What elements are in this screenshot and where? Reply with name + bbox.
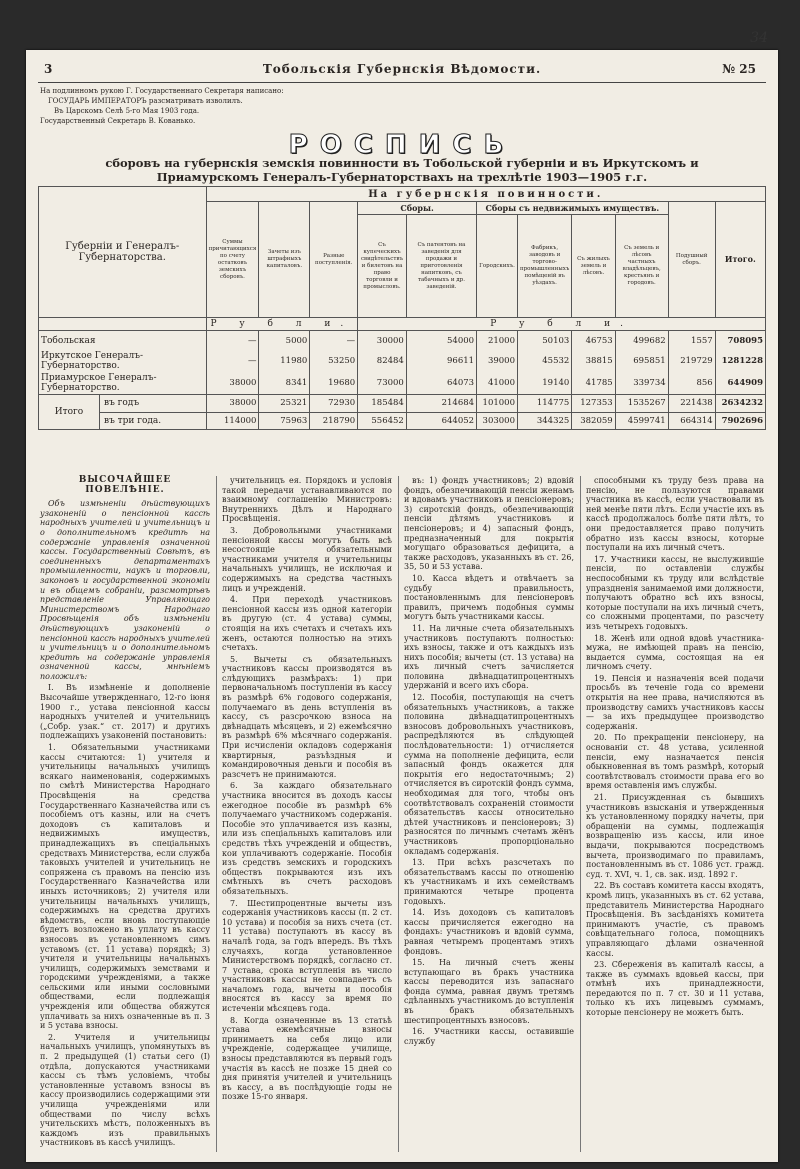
budget-table: [38, 186, 766, 430]
table-cell: 41785: [572, 372, 615, 395]
table-cell: —: [206, 331, 259, 351]
paragraph: 23. Сбереженія въ капиталѣ кассы, а также въ суммахъ вдовьей кассы, при отмѣнѣ ихъ принадлежности, передаются по п. 7 ст. 30 и 11 устава, только къ ихъ лицевымъ суммамъ, которые пенсіонеру не можетъ быть.: [586, 960, 764, 1018]
col-header-factories: Фабрикъ, заводовъ и торгово-промышленныхъ помѣщеній въ уѣздахъ.: [518, 215, 572, 318]
table-cell: 8341: [259, 372, 310, 395]
row-name: Иркутское Генералъ-Губернаторство.: [39, 350, 207, 372]
body-text: [38, 476, 766, 1156]
paragraph: 11. На личные счета обязательныхъ участниковъ поступаютъ полностью: ихъ взносы, также и отъ каждыхъ изъ нихъ пособія; вычеты (ст. 13 устава) на ихъ личный счетъ зачисляется половина двѣнадцатипроцентныхъ удержаній и всего ихъ сбора.: [404, 623, 574, 691]
col-header-poll-tax: Подушный сборъ.: [668, 202, 715, 318]
table-cell: 214684: [407, 395, 476, 413]
paragraph: 13. При всѣхъ разсчетахъ по обязательствамъ кассы по отношенію къ участникамъ и ихъ семействамъ принимаются четыре процента годовыхъ.: [404, 858, 574, 906]
region-column-header: Губерніи и Генералъ-Губернаторства.: [39, 187, 207, 318]
paragraph: 5. Вычеты съ обязательныхъ участниковъ кассы производятся въ слѣдующихъ размѣрахъ: 1) при первоначальномъ поступленіи въ кассу въ размѣрѣ 6% годового содержанія, получаемаго въ день вступленія въ кассу, съ разсрочкою взноса на двѣнадцать мѣсяцевъ, и 2) ежемѣсячно въ размѣрѣ 6% мѣсячнаго содержанія. При исчисленіи окладовъ содержанія квартирныя, разъѣздныя и командировочныя деньги и пособія въ разсчетъ не принимаются.: [222, 654, 392, 779]
table-cell: 708095: [715, 331, 765, 351]
col-header-remainders: Суммы причитающихся по счету остатковъ земскихъ сборовъ.: [206, 202, 259, 318]
table-cell: 114775: [518, 395, 571, 413]
approval-note: [40, 86, 284, 126]
table-cell: 1281228: [715, 350, 765, 372]
paragraph: 1. Обязательными участниками кассы считаются: 1) учителя и учительницы начальныхъ училищъ всякаго наименованія, содержимыхъ по смѣтѣ Министерства Народнаго Просвѣщенія на средства Государственнаго Казначейства или съ пособіемъ отъ казны, или на счетъ доходовъ съ капиталовъ и недвижимыхъ имуществъ, принадлежащихъ въ спеціальныхъ средствахъ Министерства, если служба таковыхъ учителей и учительницъ не сопряжена съ правомъ на пенсію изъ Государственнаго Казначейства или иныхъ источниковъ; 2) учителя или учительницы начальныхъ училищъ, содержимыхъ на средства другихъ вѣдомствъ, если вновь поступающіе будетъ возложено въ уплату въ кассу взносовъ въ установленномъ симъ уставомъ (ст. 11 устава) порядкѣ; 3) учителя и учительницы начальныхъ училищъ, содержимыхъ земствами и городскими учрежденіями, а также сельскими или иными сословными обществами, если подлежащія учрежденія или общества обяжутся уплачивать за нихъ означенные въ п. 3 и 5 устава взносы.: [40, 743, 210, 1031]
total-row: [39, 395, 766, 430]
handwritten-page-number: 34: [750, 30, 768, 46]
paragraph: 19. Пенсія и назначенія всей подачи просьбъ въ теченіе года со времени открытія на нее права, начисляются въ производству самихъ участниковъ кассы — за ихъ предыдущее производство содержанія.: [586, 673, 764, 731]
table-cell: 1535267: [616, 395, 668, 413]
column-divider: [580, 476, 581, 1152]
group-header-collections: Сборы.: [358, 202, 477, 215]
table-cell: 218790: [322, 416, 356, 426]
paragraph: 17. Участники кассы, не выслужившіе пенсіи, по оставленіи службы неспособными къ труду или вслѣдствіе упраздненія занимаемой ими должности, получаютъ обратно всѣ ихъ взносы, которые поступали на ихъ личный счетъ, со сложными процентами, по разсчету изъ четырехъ годовыхъ.: [586, 554, 764, 631]
table-row: [39, 372, 766, 395]
paragraph: способными къ труду безъ права на пенсію, не пользуются правами участника въ кассѣ, если участвовали въ ней менѣе пяти лѣтъ. Если участіе ихъ въ кассѣ продолжалось болѣе пяти лѣтъ, то они предоставляется право получить обратно изъ кассы взносы, которые поступали на ихъ личный счетъ.: [586, 476, 764, 553]
column-divider: [398, 476, 399, 1152]
paragraph: 20. По прекращеніи пенсіонеру, на основаніи ст. 48 устава, усиленной пенсіи, ему назначается пенсія обыкновенная въ томъ размѣрѣ, который соотвѣтствовалъ стоимости права его во время оставленія имъ службы.: [586, 733, 764, 791]
table-cell: 644052: [441, 416, 475, 426]
document-subtitle: сборовъ на губернскія земскія повинности въ Тобольской губерніи и въ Иркутскомъ и Приамурскомъ Генералъ-Губернаторствахъ на трехлѣтіе 1903—1905 г.г.: [105, 156, 699, 184]
approval-line: Государственный Секретарь В. Кованько.: [40, 117, 196, 125]
table-cell: 185484: [358, 395, 406, 413]
text-column-1: [40, 476, 210, 1152]
paragraph: 8. Когда означенные въ 13 статьѣ устава ежемѣсячные взносы принимаетъ на себя лицо или учрежденіе, содержащее училище, взносы представляются въ первый годъ участія въ кассѣ не позже 15 дней со дня принятія учителей и учительницъ въ кассу, а въ послѣдующіе годы не позже 15-го января.: [222, 1015, 392, 1102]
col-header-merchant: Съ купеческихъ свидѣтельствъ и билетовъ на право торговли и промысловъ.: [358, 215, 407, 318]
table-cell: 38000: [206, 372, 259, 395]
table-cell: —: [310, 331, 358, 351]
paragraph: учительницъ ея. Порядокъ и условія такой передачи устанавливаются по взаимному соглашенію Министровъ: Внутреннихъ Дѣлъ и Народнаго Просвѣщенія.: [222, 476, 392, 524]
col-header-fines: Зачеты изъ штрафныхъ капиталовъ.: [259, 202, 310, 318]
row-name: Приамурское Генералъ-Губернаторство.: [39, 372, 207, 395]
total-row-name: въ годъ: [100, 395, 206, 413]
paragraph: 22. Въ составъ комитета кассы входятъ, кромѣ лицъ, указанныхъ въ ст. 62 устава, представитель Министерства Народнаго Просвѣщенія. Въ засѣданіяхъ комитета принимаютъ участіе, съ правомъ совѣщательнаго голоса, помощникъ управляющаго дѣлами означенной кассы.: [586, 881, 764, 958]
col-header-city: Городскихъ.: [477, 215, 518, 318]
paragraph: 14. Изъ доходовъ съ капиталовъ кассы причисляется ежегодно на фондахъ: участниковъ и вдовій сумма, равная четыремъ процентамъ этихъ фондовъ.: [404, 908, 574, 956]
table-cell: 556452: [371, 416, 404, 426]
table-cell: 96611: [406, 350, 476, 372]
approval-line: Въ Царскомъ Селѣ 5-го Мая 1903 года.: [54, 107, 200, 115]
table-cell: 695851: [615, 350, 668, 372]
table-cell: 45532: [518, 350, 572, 372]
table-cell: 39000: [477, 350, 518, 372]
paragraph: 10. Касса вѣдетъ и отвѣчаетъ за судьбу правильность, постановленнымъ для пенсіонеровъ правилъ, причемъ подобныя суммы могутъ быть участниками кассы.: [404, 573, 574, 622]
col-header-total: Итого.: [715, 202, 765, 318]
total-row-name: въ три года.: [104, 415, 162, 426]
newspaper-page: [26, 30, 778, 1162]
paragraph: 7. Шестипроцентные вычеты изъ содержанія участниковъ кассы (п. 2 ст. 10 устава) и пособія за нихъ счета (ст. 11 устава) поступаютъ въ кассу въ началѣ года, за годъ впередъ. Въ тѣхъ случаяхъ, когда установленное Министерствомъ порядкѣ, согласно ст. 7 устава, срока вступленія въ число участниковъ кассы не совпадаетъ съ началомъ года, вычеты и пособія вносятся въ кассу за время по истеченіи мѣсяцевъ года.: [222, 898, 392, 1014]
table-cell: 4599741: [627, 416, 666, 426]
text-column-3: [404, 476, 574, 1152]
table-cell: 664314: [680, 416, 713, 426]
table-cell: 54000: [406, 331, 476, 351]
issue-number: № 25: [722, 62, 756, 76]
paragraph: 2. Учителя и учительницы начальныхъ училищъ, упомянутыхъ въ п. 2 предыдущей (1) статьи сего (I) отдѣла, допускаются участниками кассы съ тѣмъ условіемъ, чтобы установленные уставомъ взносы въ кассу производились содержащими эти училища учрежденіями или обществами по числу всѣхъ учительскихъ мѣстъ, положенныхъ въ каждомъ изъ правильныхъ участниковъ въ кассѣ училищъ.: [40, 1032, 210, 1148]
col-header-private-lands: Съ земель и лѣсовъ частныхъ владѣльцевъ, крестьянъ и городовъ.: [615, 215, 668, 318]
table-cell: 303000: [482, 416, 515, 426]
table-cell: 1557: [668, 331, 715, 351]
page-header: [38, 60, 766, 83]
table-cell: 644909: [715, 372, 765, 395]
publication-title: Тобольскія Губернскія Вѣдомости.: [262, 62, 542, 76]
table-cell: 382059: [580, 416, 613, 426]
paragraph: 18. Женѣ или одной вдовѣ участника-мужа, не имѣющей правъ на пенсію, выдается сумма, состоящая на ея личномъ счету.: [586, 633, 764, 672]
table-cell: 46753: [572, 331, 615, 351]
paragraph: 12. Пособія, поступающія на счетъ обязательныхъ участниковъ, а также половина двѣнадцатипроцентныхъ взносовъ добровольныхъ участниковъ, распредѣляются въ слѣдующей послѣдовательности: 1) отчисляется сумма на пополненіе дефицита, если запасный фондъ окажется для покрытія его недостаточнымъ; 2) отчисляется въ сиротскій фондъ сумма, необходимая для того, чтобы онъ соотвѣтствовалъ сохраненій стоимости обязательствъ кассы относительно дѣтей участниковъ и пенсіонеровъ; 3) разносятся по личнымъ счетамъ жёнъ участниковъ пропорціонально окладамъ содержанія.: [404, 693, 574, 856]
table-cell: 38000: [207, 395, 259, 413]
table-row: [39, 331, 766, 351]
table-cell: —: [206, 350, 259, 372]
approval-line: На подлинномъ рукою Г. Государственнаго Секретаря написано:: [40, 87, 284, 95]
table-cell: 339734: [615, 372, 668, 395]
column-divider: [216, 476, 217, 1152]
table-cell: 41000: [477, 372, 518, 395]
table-cell: 101000: [477, 395, 517, 413]
band-header: На губернскія повинности.: [206, 187, 765, 202]
table-cell: 221438: [669, 395, 715, 413]
page-number: 3: [44, 62, 53, 76]
group-header-property: Сборы съ недвижимыхъ имуществъ.: [477, 202, 669, 215]
table-cell: 344325: [536, 416, 570, 426]
table-cell: 114000: [224, 416, 257, 426]
paragraph: 21. Присужденная съ бывшихъ участниковъ взысканія и утвержденныя къ установленному порядку начеты, при обращеніи на суммы, подлежащія возвращенію изъ кассы, или иное выдачи, покрываются посредствомъ вычета, производимаго по правиламъ, постановленнымъ въ ст. 1086 уст. гражд. суд. т. XVI, ч. 1, св. зак. изд. 1892 г.: [586, 793, 764, 879]
table-row: [39, 350, 766, 372]
table-cell: 82484: [358, 350, 407, 372]
table-cell: 75963: [280, 416, 308, 426]
table-cell: 2634232: [716, 395, 765, 413]
paragraph: I. Въ измѣненіе и дополненіе Высочайше утвержденнаго, 12-го іюня 1900 г., устава пенсіонной кассы народныхъ учителей и учительницъ („Собр. узак.“ ст. 2017) и другихъ подлежащихъ узаконеній постановить:: [40, 683, 210, 741]
text-column-2: [222, 476, 392, 1152]
table-cell: 5000: [259, 331, 310, 351]
row-name: Тобольская: [39, 331, 207, 351]
table-cell: 72930: [310, 395, 357, 413]
table-cell: 73000: [358, 372, 407, 395]
table-cell: 11980: [259, 350, 310, 372]
col-header-patents: Съ патентовъ на заведенія для продажи и приготовленія напитковъ, съ табачныхъ и др. заведеній.: [406, 215, 476, 318]
col-header-lands: Съ жилыхъ земель и лѣсовъ.: [572, 215, 615, 318]
document-title: РОСПИСЬ: [288, 130, 516, 160]
paragraph: въ: 1) фондъ участниковъ; 2) вдовій фондъ, обезпечивающій пенсіи женамъ и вдовамъ участниковъ и пенсіонеровъ; 3) сиротскій фондъ, обезпечивающій пенсіи дѣтямъ участниковъ и пенсіонеровъ; и 4) запасный фондъ, предназначенный для покрытія могущаго образоваться дефицита, а также расходовъ, указанныхъ въ ст. 26, 35, 50 и 53 устава.: [404, 476, 574, 572]
table-cell: 25321: [259, 395, 309, 413]
col-header-misc: Разные поступленія.: [310, 202, 358, 318]
paragraph: 4. При переходѣ участниковъ пенсіонной кассы изъ одной категоріи въ другую (ст. 4 устава) суммы, стоящія на ихъ счетахъ и счетахъ ихъ женъ, остаются полностью на этихъ счетахъ.: [222, 595, 392, 653]
table-cell: 53250: [310, 350, 358, 372]
table-cell: 19140: [518, 372, 572, 395]
table-cell: 127353: [572, 395, 614, 413]
table-cell: 50103: [518, 331, 572, 351]
decree-heading: ВЫСОЧАЙШЕЕ ПОВЕЛѢНІЕ.: [78, 475, 172, 495]
table-cell: 856: [668, 372, 715, 395]
paragraph: Объ измѣненіи дѣйствующихъ узаконеній о пенсіонной кассѣ народныхъ учителей и учительницъ и о дополнительномъ кредитѣ на содержаніе управленія означенной кассы. Государственный Совѣтъ, въ соединенныхъ департаментахъ промышленности, наукъ и торговли, законовъ и государственной экономіи и въ общемъ собраніи, разсмотрѣвъ представленіе Управляющаго Министерствомъ Народнаго Просвѣщенія объ измѣненіи дѣйствующихъ узаконеній о пенсіонной кассѣ народныхъ учителей и учительницъ и о дополнительномъ кредитѣ на содержаніе управленія означенной кассы, мнѣніемъ положилъ:: [40, 499, 210, 681]
unit-label: Р у б л и.: [358, 318, 766, 331]
paragraph: 3. Добровольными участниками пенсіонной кассы могутъ быть всѣ несостоящіе обязательными участниками учителя и учительницы начальныхъ училищъ, не исключая и содержимыхъ на средства частныхъ лицъ и учрежденій.: [222, 525, 392, 593]
text-column-4: [586, 476, 764, 1152]
paragraph: 16. Участники кассы, оставившіе службу: [404, 1027, 574, 1046]
paragraph: 6. За каждаго обязательнаго участника вносится въ доходъ кассы ежегодное пособіе въ размѣрѣ 6% получаемаго участникомъ содержанія. Пособіе это уплачивается изъ казны, или изъ спеціальныхъ капиталовъ или средствъ тѣхъ учрежденій и обществъ, кои уплачиваютъ содержаніе. Пособія изъ средствъ земскихъ и городскихъ обществъ покрываются изъ ихъ смѣтныхъ въ счетъ расходовъ обязательныхъ.: [222, 781, 392, 896]
table-cell: 64073: [406, 372, 476, 395]
approval-line: ГОСУДАРЬ ИМПЕРАТОРЪ разсматривать изволилъ.: [48, 97, 243, 105]
table-cell: 499682: [615, 331, 668, 351]
table-cell: 219729: [668, 350, 715, 372]
table-cell: 7902696: [721, 416, 763, 426]
table-cell: 21000: [477, 331, 518, 351]
unit-label: Р у б л и.: [206, 318, 358, 331]
total-label: Итого: [39, 395, 100, 429]
table-cell: 30000: [358, 331, 407, 351]
table-cell: 19680: [310, 372, 358, 395]
table-cell: 38815: [572, 350, 615, 372]
paragraph: 15. На личный счетъ жены вступающаго въ бракъ участника кассы переводится изъ запаснаго фонда сумма, равная двумъ третямъ сдѣланныхъ участникомъ до вступленія въ бракъ обязательныхъ шестипроцентныхъ взносовъ.: [404, 958, 574, 1025]
